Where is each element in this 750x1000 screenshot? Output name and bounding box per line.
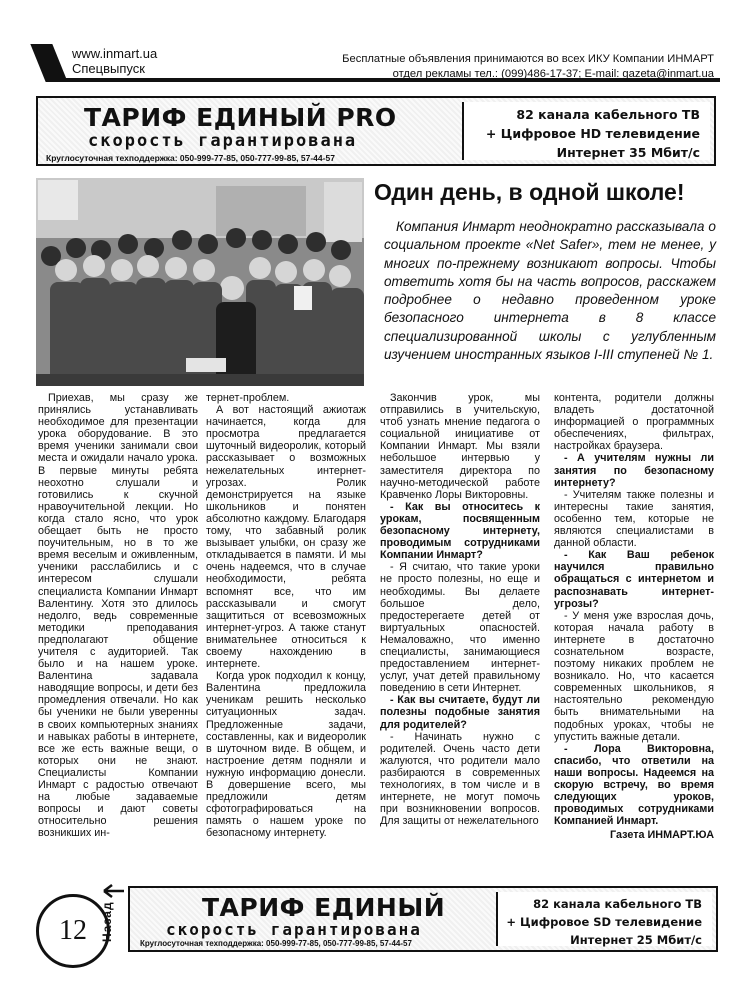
ad-banner-standard[interactable] (128, 886, 718, 952)
article-column-3 (380, 392, 540, 827)
ad-feature-tv: 82 канала кабельного ТВ (516, 107, 700, 122)
class-photo (36, 178, 364, 386)
ad-title: ТАРИФ ЕДИНЫЙ PRO (84, 103, 397, 132)
ad-title: ТАРИФ ЕДИНЫЙ (202, 893, 446, 922)
ad-subtitle: скорость гарантирована (166, 920, 422, 939)
interview-question: - Как вы считаете, будут ли полезны подобные занятия для родителей? (380, 694, 540, 731)
interview-question: - Как Ваш ребенок научился правильно обращаться с интернетом и распознавать интернет-угрозы? (554, 549, 714, 610)
interview-answer: - Начинать нужно с родителей. Очень часто дети жалуются, что родители мало разбираются в современных технологиях, в том числе и в интернете, не могут помочь при возникновении вопросов. Для защиты от нежелательного (380, 730, 540, 828)
article-column-1 (38, 392, 198, 839)
interview-answer: - У меня уже взрослая дочь, которая начала работу в интернете в достаточно сознательном возрасте, поэтому никаких проблем не возникало. Но, что касается современных школьников, я настоятельно рекомендую быть внимательными на подобных уроках, чтобы не упустить важные детали. (554, 609, 714, 743)
ad-feature-internet: Интернет 35 Мбит/с (556, 145, 700, 160)
article-lead: Компания Инмарт неоднократно рассказывала о социальном проекте «Net Safer», тем не менее, у многих по-прежнему возникают вопросы. Чтобы ответить хотя бы на часть вопросов, расскажем подробнее о недавно проведенном уроке безопасного интернета в 8 классе специализированной школы с углубленным изучением иностранных языков I-III ступеней № 1. (384, 219, 716, 363)
site-url[interactable]: www.inmart.ua (72, 46, 158, 61)
ad-feature-internet: Интернет 25 Мбит/с (570, 933, 702, 947)
paragraph: Приехав, мы сразу же принялись устанавливать необходимое для презентации урока оборудование. В это время ученики занимали свои места и ожидали начало урока. В первые минуты ребята неохотно слушали и готовились к скучной нравоучительной лекции. Но когда стало ясно, что урок обещает быть не просто поучительным, но в то же время веселым и оживленным, ученики расслабились и с интересом слушали специалиста Компании Инмарт Валентину. Хотя это длилось недолго, ведь современные методики преподавания предполагают общение учителя с аудиторией. Так было и на нашем уроке. Валентина задавала наводящие вопросы, и дети без промедления отвечали. Но как бы ученики не были уверенны в своих компьютерных знаниях и навыках работы в интернете, все же есть важные вещи, о которых они не знают. Специалисты Компании Инмарт с радостью отвечают на любые задаваемые вопросы и дают советы относительно решения возникших ин- (38, 392, 198, 840)
back-link[interactable]: Назад (100, 901, 114, 942)
ad-features-box (496, 892, 712, 946)
ad-features-box (462, 102, 710, 160)
header-logo-slash (30, 44, 67, 82)
ad-feature-digital: + Цифровое SD телевидение (506, 915, 702, 929)
ad-support-phones: Круглосуточная техподдержка: 050-999-77-85, 050-777-99-85, 57-44-57 (46, 153, 335, 163)
interview-answer: контента, родители должны владеть достаточной информацией о программных обеспечениях, фильтрах, настройках браузера. (554, 392, 714, 453)
ad-contacts: отдел рекламы тел.: (099)486-17-37; E-mail: gazeta@inmart.ua (392, 68, 714, 80)
page-number: 12 (36, 894, 110, 968)
ad-feature-digital: + Цифровое HD телевидение (485, 126, 700, 141)
interview-answer: - Я считаю, что такие уроки не просто полезны, но еще и необходимы. Вы делаете большое дело, предостерегаете детей от виртуальных опасностей. Немаловажно, что именно специалисты, занимающиеся предоставлением интернет-услуг, учат детей правильному поведению в сети Интернет. (380, 561, 540, 695)
issue-label: Спецвыпуск (72, 61, 145, 76)
article-headline: Один день, в одной школе! (374, 179, 685, 205)
ad-feature-tv: 82 канала кабельного ТВ (533, 897, 702, 911)
interview-answer: - Учителям также полезны и интересны такие занятия, особенно тем, которые не являются специалистами в данной области. (554, 488, 714, 550)
article-column-4 (554, 392, 714, 841)
header-info (342, 52, 714, 82)
closing-remark: - Лора Викторовна, спасибо, что ответили на наши вопросы. Надеемся на скорую встречу, во время следующих уроков, проводимых сотрудниками Компанией Инмарт. (554, 742, 714, 828)
interview-question: - А учителям нужны ли занятия по безопасному интернету? (554, 452, 714, 489)
paragraph: тернет-проблем. (206, 392, 290, 404)
paragraph: Закончив урок, мы отправились в учительскую, чтоб узнать мнение педагога о социальной инициативе от Компании Инмарт. Мы взяли небольшое интервью у заместителя директора по научно-методической работе Кравченко Лоры Викторовны. (380, 392, 540, 501)
paragraph: А вот настоящий ажиотаж начинается, когда для просмотра предлагается шуточный видеоролик, который рассказывает о возможных нежелательных интернет-угрозах. Ролик демонстрируется на языке школьников и понятен абсолютно каждому. Благодаря тому, что забавный ролик вызывает улыбки, он сразу же откладывается в памяти. И мы очень надеемся, что в случае необходимости, ребята вспомнят все, что им рассказывали и смогут защититься от всевозможных интернет-угроз. А также станут внимательнее относиться к своему нахождению в интернете. (206, 404, 366, 671)
free-ads-notice: Бесплатные объявления принимаются во всех ИКУ Компании ИНМАРТ (342, 53, 714, 65)
article-signature: Газета ИНМАРТ.ЮА (610, 829, 714, 842)
paragraph: Когда урок подходил к концу, Валентина предложила ученикам решить несколько ситуационных задач. Предложенные задачи, составленны, как и видеоролик в шуточном виде. В общем, и настроение детям подняли и нужную информацию донесли. В довершение всего, мы предложили детям сфотографироваться на память о нашем уроке по безопасному интернету. (206, 670, 366, 840)
ad-support-phones: Круглосуточная техподдержка: 050-999-77-85, 050-777-99-85, 57-44-57 (140, 939, 412, 948)
ad-subtitle: скорость гарантирована (88, 131, 358, 151)
interview-question: - Как вы относитесь к урокам, посвященным безопасному интернету, проводимым сотрудниками Компании Инмарт? (380, 500, 540, 562)
header-site-block (72, 46, 157, 76)
ad-banner-pro[interactable] (36, 96, 716, 166)
article-column-2 (206, 392, 366, 839)
